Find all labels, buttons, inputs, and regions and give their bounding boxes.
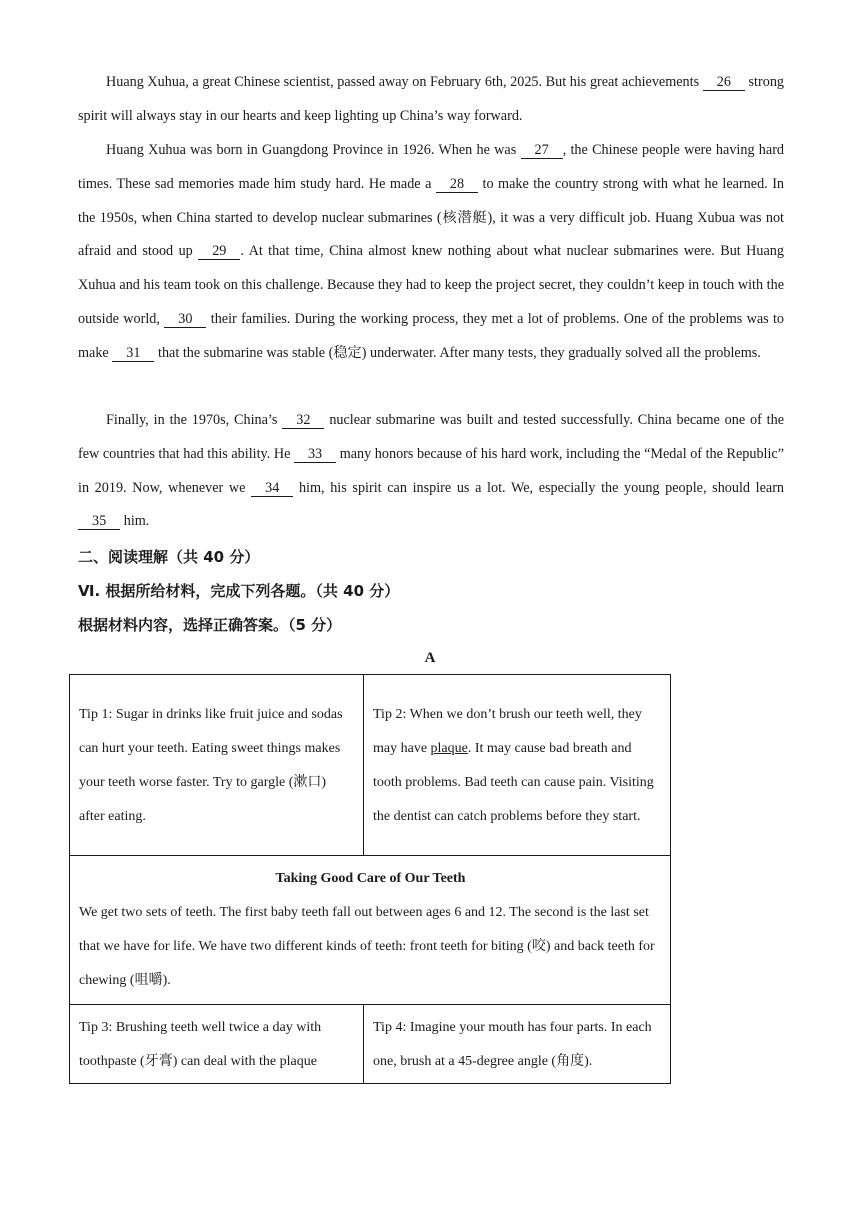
- table-row: [70, 675, 671, 856]
- text-run: . At that time, China almost knew nothing about what nuclear submarines were. But Huang Xuhua and his team took on this challenge. Because they had to keep the project secret, they couldn’t keep in touch with the outside world,: [78, 243, 784, 327]
- table-title: Taking Good Care of Our Teeth: [275, 871, 466, 886]
- tip-2-text: Tip 2: When we don’t brush our teeth well, they may have: [373, 707, 642, 756]
- text-run: nuclear submarine was built and tested successfully. China became one of the few countries that had this ability. He: [78, 412, 785, 462]
- section-heading: 二、阅读理解（共 40 分）: [78, 548, 260, 566]
- tip-1-text: Tip 1: Sugar in drinks like fruit juice and sodas can hurt your teeth. Eating sweet things makes your teeth worse faster. Try to gargle (漱口) after eating.: [79, 707, 343, 824]
- tip-2-text-rest: . It may cause bad breath and tooth problems. Bad teeth can cause pain. Visiting the dentist can catch problems before they start.: [373, 741, 654, 824]
- text-run: strong spirit will always stay in our hearts and keep lighting up China’s way forward.: [78, 74, 784, 124]
- table-body-text: We get two sets of teeth. The first baby teeth fall out between ages 6 and 12. The second is the last set that we have for life. We have two different kinds of teeth: front teeth for biting (咬) and back teeth for chewing (咀嚼).: [79, 905, 655, 988]
- text-run: to make the country strong with what he learned. In the 1950s, when China started to develop nuclear submarines (核潜艇), it was a very difficult job. Huang Xubua was not afraid and stood up: [78, 175, 785, 260]
- blank-32[interactable]: 32: [282, 412, 324, 429]
- blank-34[interactable]: 34: [251, 480, 293, 497]
- tip-3-text: Tip 3: Brushing teeth well twice a day with toothpaste (牙膏) can deal with the plaque: [79, 1020, 322, 1069]
- underlined-word-plaque: plaque: [430, 741, 468, 756]
- text-run: Huang Xuhua, a great Chinese scientist, passed away on February 6th, 2025. But his great achievements: [106, 74, 700, 90]
- main-text-cell: [70, 856, 671, 1005]
- tip-1-cell: [70, 675, 364, 856]
- tip-4-cell: [364, 1005, 671, 1084]
- text-run: him.: [123, 513, 150, 530]
- text-run: Finally, in the 1970s, China’s: [106, 412, 278, 428]
- blank-35[interactable]: 35: [78, 513, 120, 530]
- tip-2-cell: [364, 675, 671, 856]
- text-run: that the submarine was stable (稳定) underwater. After many tests, they gradually solved all the problems.: [158, 344, 761, 361]
- blank-30[interactable]: 30: [164, 311, 206, 328]
- tip-4-text: Tip 4: Imagine your mouth has four parts. In each one, brush at a 45-degree angle (角度).: [373, 1020, 652, 1069]
- table-row: [70, 1005, 671, 1084]
- passage-paragraph-2: [78, 134, 784, 371]
- text-run: him, his spirit can inspire us a lot. We, especially the young people, should learn: [298, 479, 785, 496]
- text-run: Huang Xuhua was born in Guangdong Province in 1926. When he was: [106, 142, 517, 158]
- instruction-heading: 根据材料内容，选择正确答案。（5 分）: [78, 616, 342, 634]
- passage-paragraph-3: [78, 404, 784, 539]
- table-row: [70, 856, 671, 1005]
- blank-26[interactable]: 26: [703, 74, 745, 91]
- blank-31[interactable]: 31: [112, 345, 154, 362]
- tip-3-cell: [70, 1005, 364, 1084]
- blank-33[interactable]: 33: [294, 446, 336, 463]
- blank-29[interactable]: 29: [198, 243, 240, 260]
- blank-27[interactable]: 27: [521, 142, 563, 159]
- part-heading: Ⅵ. 根据所给材料，完成下列各题。（共 40 分）: [78, 582, 400, 600]
- text-run: their families. During the working process, they met a lot of problems. One of the problems was to make: [78, 310, 784, 361]
- text-run: many honors because of his hard work, including the “Medal of the Republic” in 2019. Now, whenever we: [78, 445, 785, 496]
- blank-28[interactable]: 28: [436, 176, 478, 193]
- passage-paragraph-1: [78, 66, 784, 134]
- text-run: , the Chinese people were having hard times. These sad memories made him study hard. He made a: [78, 142, 785, 192]
- passage-label-a: A: [424, 650, 436, 666]
- teeth-tips-table: [69, 674, 671, 1084]
